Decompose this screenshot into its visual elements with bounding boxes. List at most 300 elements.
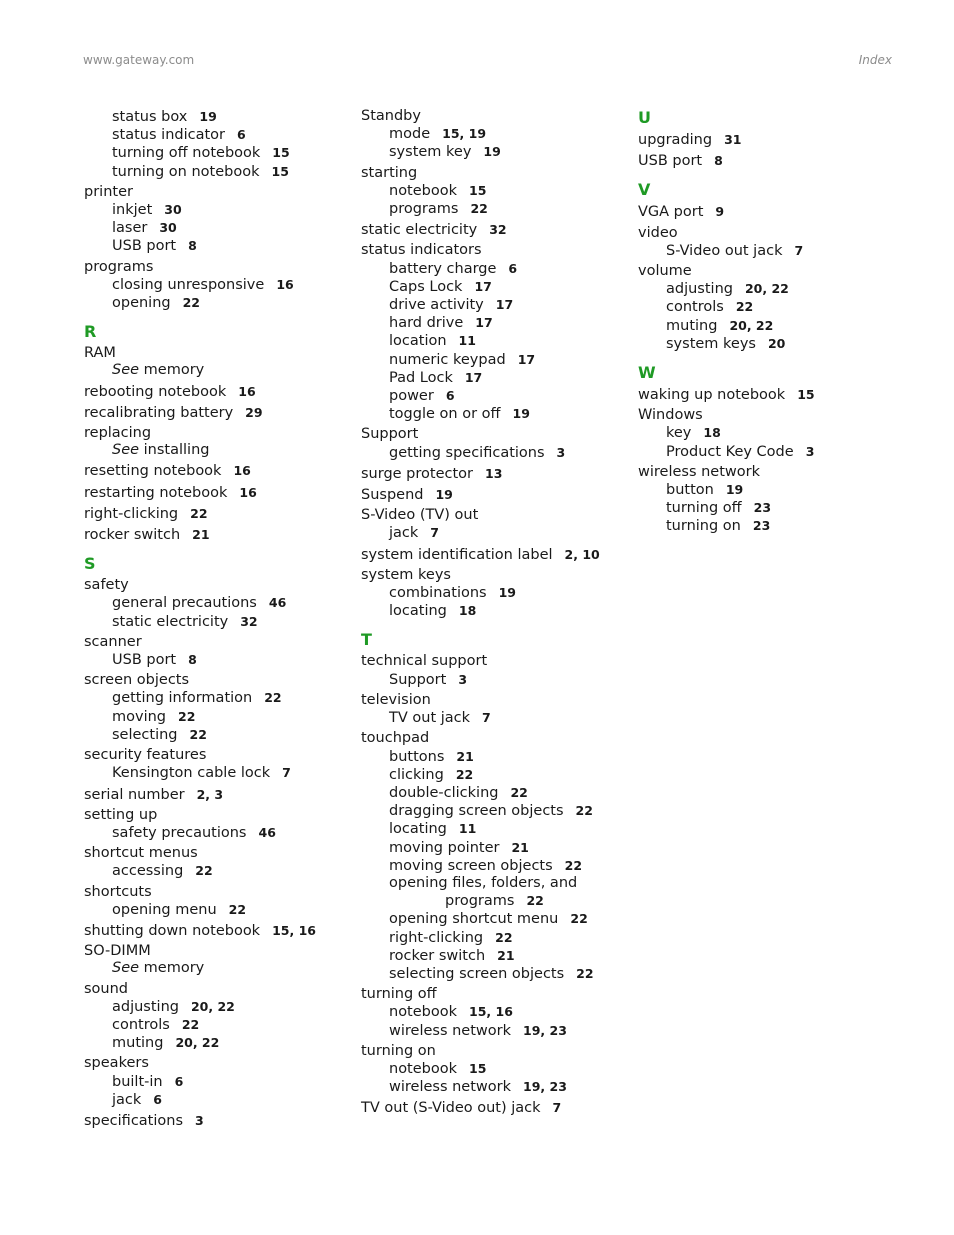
site-url: www.gateway.com — [83, 53, 195, 67]
index-subentry — [84, 1034, 334, 1052]
index-term: status box — [112, 109, 188, 125]
index-entry — [361, 486, 611, 504]
page-numbers: 7 — [482, 710, 491, 726]
page-numbers: 46 — [268, 595, 287, 611]
index-term: TV out (S-Video out) jack — [361, 1100, 541, 1117]
index-term: moving screen objects — [389, 857, 553, 874]
index-entry — [84, 425, 334, 442]
page-numbers: 2, 3 — [196, 786, 224, 802]
index-term: key — [666, 425, 692, 442]
index-term: programs — [389, 201, 459, 218]
index-subentry — [361, 584, 611, 602]
index-term: hard drive — [389, 315, 464, 332]
index-subentry — [84, 862, 334, 880]
index-term: jack — [389, 525, 419, 542]
index-entry — [638, 464, 888, 481]
index-term: jack — [112, 1091, 142, 1108]
index-term: SO-DIMM — [84, 943, 151, 960]
index-term: toggle on or off — [389, 406, 501, 423]
page-numbers: 19, 23 — [523, 1079, 567, 1095]
page-numbers: 22 — [564, 857, 583, 873]
index-term: programs — [84, 258, 154, 275]
index-entry — [361, 1099, 611, 1117]
page-numbers: 16 — [276, 276, 294, 292]
index-term: built-in — [112, 1073, 163, 1090]
index-term: moving — [112, 708, 166, 725]
index-term: USB port — [638, 153, 703, 170]
index-term: accessing — [112, 863, 184, 880]
index-entry — [361, 108, 611, 125]
page-numbers: 3 — [458, 671, 468, 687]
index-term: clicking — [389, 766, 444, 783]
index-term: Support — [361, 426, 419, 443]
page-numbers: 22 — [195, 863, 213, 879]
page-numbers: 19, 23 — [523, 1022, 567, 1038]
page-numbers: 19 — [498, 585, 517, 601]
index-subentry — [84, 960, 334, 977]
index-subentry — [361, 1078, 611, 1096]
index-subentry — [638, 424, 888, 442]
index-entry — [361, 165, 611, 182]
page-numbers: 22 — [264, 690, 282, 706]
index-term: right-clicking — [389, 929, 484, 946]
index-term: wireless network — [389, 1079, 512, 1096]
page-numbers: 18 — [458, 603, 477, 619]
page-numbers: 21 — [497, 947, 515, 963]
index-term: touchpad — [361, 730, 430, 747]
index-subentry — [361, 524, 611, 542]
index-subentry — [638, 298, 888, 316]
index-term: memory — [143, 362, 205, 379]
index-term: combinations — [389, 585, 487, 602]
index-term: selecting — [112, 726, 178, 743]
index-subentry — [84, 1016, 334, 1034]
page-numbers: 6 — [153, 1091, 162, 1107]
index-term: serial number — [84, 786, 185, 803]
index-term: volume — [638, 263, 692, 280]
index-entry — [638, 203, 888, 221]
index-subentry — [84, 442, 334, 459]
index-subentry — [361, 748, 611, 766]
index-term: security features — [84, 747, 207, 764]
index-term: adjusting — [666, 281, 733, 298]
index-subentry — [84, 126, 334, 144]
section-title: Index — [858, 53, 892, 67]
index-entry — [638, 263, 888, 280]
page-numbers: 7 — [282, 765, 291, 781]
index-subentry — [84, 108, 334, 126]
index-term: getting specifications — [389, 444, 545, 461]
index-term: turning on — [361, 1042, 436, 1059]
index-entry — [84, 672, 334, 689]
page-numbers: 29 — [245, 404, 263, 420]
page-numbers: 21 — [192, 527, 210, 543]
index-entry — [84, 184, 334, 201]
index-term: opening files, folders, and — [389, 874, 578, 891]
page-numbers: 20, 22 — [744, 281, 789, 297]
page-numbers: 22 — [178, 708, 196, 724]
index-term: Suspend — [361, 487, 424, 504]
index-term: system identification label — [361, 546, 553, 563]
index-term: locating — [389, 821, 447, 838]
index-entry — [84, 484, 334, 502]
index-term: shortcuts — [84, 883, 152, 900]
index-entry — [638, 407, 888, 424]
index-term: opening shortcut menu — [389, 911, 559, 928]
index-subentry — [84, 163, 334, 181]
index-subentry — [84, 613, 334, 631]
page-numbers: 22 — [576, 965, 594, 981]
index-entry — [84, 943, 334, 960]
index-subentry — [361, 1022, 611, 1040]
index-term: surge protector — [361, 465, 473, 482]
page-numbers: 22 — [228, 901, 247, 917]
index-term: turning off — [666, 500, 742, 517]
index-term: buttons — [389, 748, 445, 765]
index-term: general precautions — [112, 595, 257, 612]
index-term: S-Video out jack — [666, 242, 783, 259]
index-subentry — [361, 296, 611, 314]
index-term: screen objects — [84, 672, 190, 689]
index-letter-heading: V — [638, 180, 651, 200]
page-numbers: 17 — [517, 351, 536, 367]
page-numbers: 17 — [475, 315, 493, 331]
index-subentry — [361, 1003, 611, 1021]
index-subentry — [84, 651, 334, 669]
page-numbers: 3 — [556, 444, 566, 460]
index-subentry — [84, 276, 334, 294]
page-numbers: 23 — [752, 518, 771, 534]
index-entry — [84, 1055, 334, 1072]
index-subentry — [361, 784, 611, 802]
index-term: setting up — [84, 806, 158, 823]
index-subentry — [361, 444, 611, 462]
index-entry — [361, 730, 611, 747]
page-numbers: 15 — [469, 182, 487, 198]
index-term: status indicator — [112, 127, 225, 144]
index-subentry — [361, 143, 611, 161]
index-term: Windows — [638, 407, 703, 424]
index-entry — [361, 465, 611, 483]
index-term: muting — [112, 1035, 164, 1052]
page-numbers: 13 — [485, 465, 503, 481]
index-term: USB port — [112, 652, 177, 669]
index-term: notebook — [389, 1004, 458, 1021]
see-reference: See — [112, 960, 140, 977]
index-term: locating — [389, 603, 447, 620]
index-subentry — [361, 1060, 611, 1078]
index-term: Kensington cable lock — [112, 765, 271, 782]
index-entry — [84, 462, 334, 480]
index-subentry — [361, 839, 611, 857]
index-term: installing — [143, 442, 210, 459]
index-term: wireless network — [638, 463, 761, 480]
index-subentry — [361, 369, 611, 387]
page-numbers: 17 — [474, 278, 492, 294]
index-term: video — [638, 224, 678, 241]
page-numbers: 8 — [188, 238, 197, 254]
page-numbers: 15, 16 — [469, 1004, 513, 1020]
page-numbers: 19 — [725, 482, 744, 498]
index-entry — [84, 807, 334, 824]
page-numbers: 16 — [233, 463, 251, 479]
index-term: notebook — [389, 1060, 458, 1077]
index-term: USB port — [112, 238, 177, 255]
index-term: laser — [112, 220, 148, 237]
index-subentry — [84, 237, 334, 255]
index-subentry — [84, 144, 334, 162]
index-term: closing unresponsive — [112, 276, 265, 293]
index-entry — [361, 653, 611, 670]
page-numbers: 32 — [489, 222, 507, 238]
index-term: opening menu — [112, 901, 217, 918]
index-entry — [84, 786, 334, 804]
index-subentry — [84, 594, 334, 612]
index-column-3 — [638, 108, 888, 536]
page-numbers: 11 — [458, 333, 476, 349]
see-reference: See — [112, 442, 140, 459]
index-subentry — [361, 314, 611, 332]
index-subentry — [361, 182, 611, 200]
index-term: shortcut menus — [84, 845, 198, 862]
page-numbers: 22 — [182, 295, 201, 311]
index-subentry — [361, 766, 611, 784]
index-term: technical support — [361, 653, 488, 670]
page-numbers: 22 — [510, 784, 528, 800]
index-entry — [84, 505, 334, 523]
index-term: RAM — [84, 345, 116, 362]
page-numbers: 20 — [767, 335, 786, 351]
index-subentry — [361, 125, 611, 143]
index-term: turning on — [666, 518, 741, 535]
index-subentry — [361, 857, 611, 875]
index-entry — [84, 259, 334, 276]
index-letter-heading: W — [638, 363, 656, 383]
index-term: dragging screen objects — [389, 803, 564, 820]
index-entry — [84, 345, 334, 362]
index-term: sound — [84, 980, 129, 997]
page-numbers: 21 — [456, 748, 474, 764]
index-entry — [84, 922, 334, 940]
index-term: getting information — [112, 690, 253, 707]
index-term: S-Video (TV) out — [361, 507, 479, 524]
index-term: safety — [84, 577, 129, 594]
page-numbers: 22 — [189, 726, 207, 742]
page-numbers: 7 — [552, 1100, 562, 1116]
index-entry — [361, 986, 611, 1003]
page-numbers: 15 — [797, 387, 815, 403]
page-numbers: 17 — [464, 369, 483, 385]
index-term: battery charge — [389, 260, 497, 277]
page-numbers: 6 — [445, 388, 455, 404]
page-numbers: 31 — [724, 132, 742, 147]
index-term: power — [389, 388, 434, 405]
index-letter-heading: U — [638, 108, 651, 127]
page-numbers: 16 — [238, 383, 256, 399]
index-subentry — [361, 278, 611, 296]
index-subentry — [361, 671, 611, 689]
index-term: double-clicking — [389, 784, 499, 801]
index-term: rocker switch — [389, 947, 486, 964]
index-term: scanner — [84, 633, 142, 650]
page-numbers: 3 — [195, 1112, 204, 1128]
index-term: TV out jack — [389, 710, 471, 727]
index-entry — [638, 386, 888, 404]
index-term: safety precautions — [112, 824, 247, 841]
index-term: controls — [666, 299, 724, 316]
page-numbers: 22 — [495, 929, 513, 945]
page-numbers: 8 — [188, 652, 197, 668]
page-numbers: 17 — [495, 297, 514, 313]
index-subentry — [361, 875, 611, 892]
index-column-1 — [84, 108, 334, 1130]
page-numbers: 22 — [455, 766, 474, 782]
index-subentry — [84, 726, 334, 744]
page-numbers: 22 — [735, 299, 754, 315]
index-subentry — [361, 929, 611, 947]
index-letter-heading: T — [361, 630, 372, 650]
page-numbers: 22 — [526, 893, 544, 909]
index-entry — [84, 981, 334, 998]
page-numbers: 2, 10 — [564, 546, 600, 562]
index-subentry — [84, 764, 334, 782]
index-subentry — [361, 260, 611, 278]
index-term: static electricity — [361, 222, 478, 239]
page-numbers: 8 — [714, 153, 723, 169]
index-entry — [84, 404, 334, 422]
index-term: shutting down notebook — [84, 922, 261, 939]
index-term: replacing — [84, 425, 152, 442]
index-term: controls — [112, 1016, 170, 1033]
index-term: inkjet — [112, 202, 153, 219]
index-term: button — [666, 482, 714, 499]
index-letter-heading: R — [84, 322, 97, 342]
index-term: opening — [112, 295, 171, 312]
index-subentry — [638, 335, 888, 353]
index-term: location — [389, 333, 447, 350]
index-term: specifications — [84, 1112, 184, 1129]
index-term: rocker switch — [84, 527, 181, 544]
index-subentry — [361, 709, 611, 727]
index-term: speakers — [84, 1055, 149, 1072]
index-entry — [361, 546, 611, 564]
index-term: rebooting notebook — [84, 383, 227, 400]
index-entry — [361, 1043, 611, 1060]
index-term: muting — [666, 317, 718, 334]
page-numbers: 15 — [469, 1060, 487, 1076]
index-subentry — [361, 351, 611, 369]
index-subentry — [84, 1073, 334, 1091]
index-letter-heading: S — [84, 554, 96, 574]
index-entry — [361, 692, 611, 709]
index-subentry — [84, 708, 334, 726]
index-entry — [84, 845, 334, 862]
index-subentry — [361, 802, 611, 820]
page-numbers: 7 — [794, 242, 804, 258]
index-subentry — [361, 892, 611, 910]
page-numbers: 22 — [470, 201, 488, 217]
index-subentry — [361, 387, 611, 405]
page-numbers: 32 — [240, 613, 258, 629]
page-numbers: 19 — [483, 144, 501, 160]
index-subentry — [84, 824, 334, 842]
index-term: turning off — [361, 986, 437, 1003]
page-numbers: 9 — [715, 204, 725, 220]
index-subentry — [84, 294, 334, 312]
index-entry — [84, 526, 334, 544]
index-term: starting — [361, 164, 418, 181]
index-entry — [638, 152, 888, 170]
index-term: moving pointer — [389, 839, 500, 856]
page-numbers: 23 — [753, 500, 772, 516]
index-term: adjusting — [112, 998, 179, 1015]
index-term: recalibrating battery — [84, 404, 234, 421]
index-entry — [84, 383, 334, 401]
index-term: Caps Lock — [389, 278, 463, 295]
page-numbers: 46 — [258, 824, 276, 840]
index-term: resetting notebook — [84, 463, 222, 480]
index-subentry — [361, 332, 611, 350]
page-numbers: 11 — [458, 821, 477, 837]
index-subentry — [638, 280, 888, 298]
page-numbers: 16 — [239, 484, 257, 500]
page-numbers: 3 — [805, 443, 815, 459]
index-subentry — [638, 499, 888, 517]
page-numbers: 7 — [430, 525, 439, 541]
index-subentry — [361, 947, 611, 965]
index-entry — [361, 507, 611, 524]
page-numbers: 22 — [570, 911, 588, 927]
index-term: upgrading — [638, 132, 713, 148]
page-numbers: 22 — [181, 1016, 200, 1032]
index-term: Pad Lock — [389, 369, 453, 386]
index-subentry — [638, 517, 888, 535]
index-term: Support — [389, 671, 447, 688]
index-term: television — [361, 691, 431, 708]
index-entry — [84, 634, 334, 651]
index-term: turning off notebook — [112, 145, 261, 162]
index-subentry — [638, 481, 888, 499]
index-term: wireless network — [389, 1022, 512, 1039]
page-numbers: 6 — [508, 260, 518, 276]
index-subentry — [361, 602, 611, 620]
index-term: numeric keypad — [389, 351, 506, 368]
index-subentry — [638, 242, 888, 260]
index-term: VGA port — [638, 204, 704, 221]
page-numbers: 19 — [512, 406, 530, 422]
page-numbers: 21 — [511, 839, 529, 855]
index-subentry — [84, 201, 334, 219]
index-term: notebook — [389, 182, 458, 199]
page-numbers: 18 — [703, 425, 721, 441]
index-term: selecting screen objects — [389, 965, 565, 982]
index-entry — [361, 567, 611, 584]
index-term: programs — [445, 893, 515, 910]
page-numbers: 20, 22 — [190, 998, 235, 1014]
index-term: printer — [84, 183, 133, 200]
index-term: memory — [143, 960, 205, 977]
index-term: system key — [389, 144, 472, 161]
page-numbers: 6 — [237, 127, 246, 143]
index-subentry — [361, 820, 611, 838]
index-term: right-clicking — [84, 505, 179, 522]
page-numbers: 22 — [575, 803, 593, 819]
index-term: mode — [389, 126, 431, 143]
index-entry — [84, 1112, 334, 1130]
index-term: system keys — [666, 335, 756, 352]
index-entry — [84, 747, 334, 764]
see-reference: See — [112, 362, 140, 379]
